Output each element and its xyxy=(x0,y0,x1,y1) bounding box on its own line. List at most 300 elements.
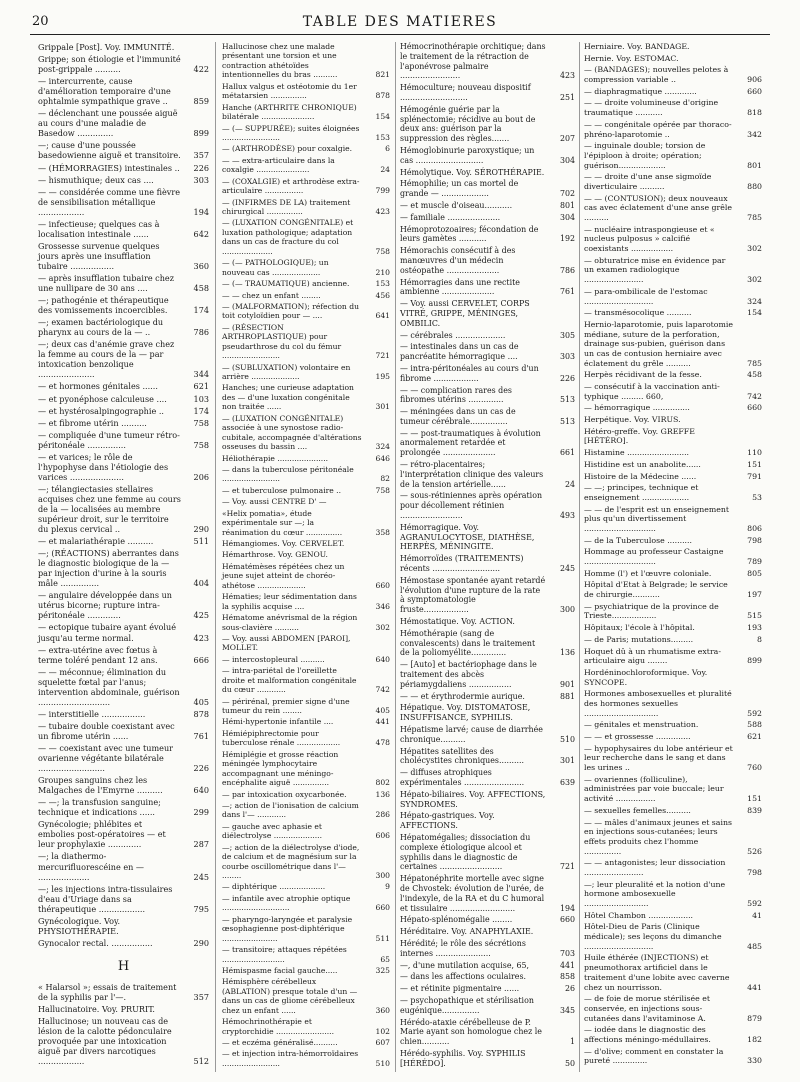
entry-text: — (HÉMORRAGIES) intestinales .. xyxy=(38,162,180,173)
entry-page: 761 xyxy=(193,730,209,741)
entry-text: — de foie de morue stérilisée et conservée, en injections sous-cutanées dans l'avitaminose A. xyxy=(584,994,710,1023)
entry-text: Hémisphère cérébelleux (ABLATION) presque totale d'un — dans un cas de gliome cérébelleux chez un enfant ...... xyxy=(222,977,358,1015)
index-entry xyxy=(222,156,390,175)
index-entry xyxy=(584,668,762,687)
entry-page: 786 xyxy=(559,265,575,275)
entry-page: 758 xyxy=(193,417,209,428)
entry-text: Grippale [Post]. Voy. IMMUNITÉ. xyxy=(38,42,175,52)
entry-text: — — post-traumatiques à évolution anormalement retardée et prolongée ..................... xyxy=(400,428,541,458)
entry-text: Gynocalor rectal. ................ xyxy=(38,937,153,948)
entry-page: 287 xyxy=(193,839,209,850)
column-divider xyxy=(395,42,396,1072)
entry-page: 24 xyxy=(380,165,390,175)
entry-text: — après insufflation tubaire chez une nullipare de 30 ans .... xyxy=(38,272,174,294)
entry-page: 761 xyxy=(559,287,575,297)
index-entry xyxy=(584,320,762,368)
entry-text: —, d'une mutilation acquise, 65, xyxy=(400,960,530,970)
index-entry xyxy=(584,483,762,502)
index-entry xyxy=(400,660,575,689)
entry-text: Hallucinose; un nouveau cas de lésion de la calotte pédonculaire provoquée par une intoxication aiguë par divers narcotiques .................. xyxy=(38,1016,172,1067)
index-entry xyxy=(584,505,762,534)
index-entry xyxy=(222,414,390,452)
entry-text: Grossesse survenue quelques jours après une insufflation tubaire ................. xyxy=(38,240,160,271)
entry-text: — sous-rétiniennes après opération pour décollement rétinien ......................... xyxy=(400,491,543,521)
entry-text: — (LUXATION CONGÉNITALE) associée à une synostose radio-cubitale, accompagnée d'altérations osseuses du bassin .... xyxy=(222,413,362,452)
entry-text: Hématome anévrismal de la région sous-clavière .......... xyxy=(222,613,358,632)
entry-text: Hérédo-ataxie cérébelleuse de P. Marie ayant son homologue chez le chien........... xyxy=(400,1017,542,1047)
index-entry xyxy=(222,977,390,1015)
index-entry xyxy=(38,452,209,482)
entry-page: 207 xyxy=(559,134,575,144)
index-entry xyxy=(222,82,390,101)
entry-page: 660 xyxy=(747,403,762,413)
entry-text: Hémorragies dans une rectite ambienne ..................... xyxy=(400,277,520,297)
entry-text: Hémiépiphrectomie pour tuberculose rénale .................. xyxy=(222,728,341,748)
entry-page: 878 xyxy=(193,708,209,719)
index-entry xyxy=(222,550,390,559)
entry-text: — angulaire développée dans un utérus bicorne; rupture intra-péritonéale ............. xyxy=(38,590,173,621)
entry-text: Herpès récidivant de la fesse. xyxy=(584,370,702,380)
entry-text: — Voy. aussi CENTRE D' — xyxy=(222,497,327,507)
index-entry xyxy=(38,317,209,337)
entry-page: 485 xyxy=(747,941,762,951)
entry-page: 251 xyxy=(559,92,575,102)
entry-text: Hémorachis consécutif à des manœuvres d'un médecin ostéopathe ..................... xyxy=(400,246,516,275)
entry-text: — et pyonéphose calculeuse .... xyxy=(38,393,167,404)
index-entry xyxy=(400,703,575,723)
entry-page: 786 xyxy=(193,327,209,338)
index-entry xyxy=(400,146,575,166)
entry-text: Hommage au professeur Castaigne ............................. xyxy=(584,547,724,566)
entry-page: 621 xyxy=(747,732,762,741)
index-entry xyxy=(38,884,209,914)
entry-page: 153 xyxy=(375,279,390,289)
entry-page: 785 xyxy=(747,213,762,222)
entry-text: — — droite d'une anse sigmoïde diverticulaire .......... xyxy=(584,172,712,191)
entry-page: 304 xyxy=(559,212,575,222)
index-entry xyxy=(222,198,390,217)
entry-text: — — coexistant avec une tumeur ovarienne végétante bilatérale .......................... xyxy=(38,743,174,774)
index-entry xyxy=(38,709,209,719)
index-entry xyxy=(222,894,390,913)
index-entry xyxy=(222,945,390,964)
entry-page: 441 xyxy=(375,717,390,727)
entry-text: — par intoxication oxycarbonée. xyxy=(222,789,347,799)
index-entry xyxy=(584,569,762,579)
entry-text: — — antagonistes; leur dissociation ........................ xyxy=(584,858,726,877)
entry-page: 290 xyxy=(193,937,209,948)
entry-page: 182 xyxy=(747,1034,762,1044)
entry-text: Hallucinatoire. Voy. PRURIT. xyxy=(38,1004,156,1015)
entry-page: 324 xyxy=(375,442,390,452)
entry-page: 621 xyxy=(193,381,209,392)
index-entry xyxy=(222,750,390,788)
entry-page: 404 xyxy=(193,578,209,589)
entry-text: Hanche (ARTHRITE CHRONIQUE) bilatérale ...................... xyxy=(222,102,357,122)
entry-page: 441 xyxy=(747,982,762,992)
entry-page: 405 xyxy=(193,696,209,707)
entry-page: 302 xyxy=(747,244,762,254)
index-entry xyxy=(222,258,390,277)
entry-page: 642 xyxy=(193,228,209,239)
index-entry xyxy=(584,994,762,1023)
entry-text: — obturatrice mise en évidence par un examen radiologique ........................ xyxy=(584,255,726,285)
index-entry xyxy=(222,655,390,664)
entry-text: — transitoire; attaques répétées .......................... xyxy=(222,945,347,964)
entry-text: — — considérée comme une fièvre de sensibilisation métallique .................. xyxy=(38,186,181,217)
index-entry xyxy=(400,617,575,627)
entry-page: 65 xyxy=(380,954,390,964)
index-entry xyxy=(222,302,390,321)
index-entry xyxy=(584,54,762,64)
entry-page: 210 xyxy=(375,267,390,277)
index-entry xyxy=(400,213,575,223)
entry-text: — et malariathérapie .......... xyxy=(38,536,154,547)
entry-page: 102 xyxy=(375,1026,390,1036)
entry-page: 192 xyxy=(559,234,575,244)
entry-text: — (LUXATION CONGÉNITALE) et luxation pathologique; adaptation dans un cas de fracture du col ..................... xyxy=(222,218,354,256)
entry-text: — de Paris; mutations......... xyxy=(584,634,694,644)
index-entry xyxy=(38,430,209,450)
index-entry xyxy=(222,697,390,716)
index-entry xyxy=(38,295,209,315)
entry-text: — hismuthique; deux cas .... xyxy=(38,174,154,185)
entry-text: — hypophysaires du lobe antérieur et leur recherche dans le sang et dans les urines .. xyxy=(584,743,733,773)
index-entry xyxy=(38,1004,209,1014)
entry-text: — Voy. aussi CERVELET, CORPS VITRÉ, GRIPPE, MÉNINGES, OMBILIC. xyxy=(400,299,530,328)
index-entry xyxy=(584,460,762,470)
entry-page: 760 xyxy=(747,763,762,773)
index-entry xyxy=(584,858,762,877)
index-entry xyxy=(400,939,575,959)
index-entry xyxy=(400,278,575,298)
entry-text: Hépato-splénomégalie ........ xyxy=(400,915,513,925)
entry-text: — diphtérique ................... xyxy=(222,882,326,892)
entry-page: 1 xyxy=(569,1037,575,1047)
index-entry xyxy=(584,547,762,566)
entry-text: — — extra-articulaire dans la coxalgie ...................... xyxy=(222,155,335,175)
entry-page: 405 xyxy=(375,706,390,715)
index-entry xyxy=(222,915,390,943)
entry-text: Hémoglobinurie paroxystique; un cas ........................... xyxy=(400,145,535,165)
entry-text: — dans la tuberculose péritonéale ........................ xyxy=(222,464,354,484)
page-number: 20 xyxy=(32,14,49,29)
entry-text: — génitales et menstruation. xyxy=(584,720,699,730)
entry-text: Hématies; leur sédimentation dans la syphilis acquise .... xyxy=(222,592,357,611)
index-entry xyxy=(584,403,762,413)
entry-text: Héréditaire. Voy. ANAPHYLAXIE. xyxy=(400,927,534,937)
entry-page: 441 xyxy=(559,960,575,970)
index-entry xyxy=(400,460,575,489)
entry-text: — (ARTHRODÈSE) pour coxalgie. xyxy=(222,144,353,154)
entry-text: Groupes sanguins chez les Malgaches de l'Emyrne .......... xyxy=(38,775,163,796)
entry-page: 801 xyxy=(559,200,575,210)
entry-text: « Halarsol »; essais de traitement de la syphilis par l'—. xyxy=(38,981,177,1002)
index-entry xyxy=(400,407,575,427)
entry-text: Hémangiomes. Voy. CERVELET. xyxy=(222,539,345,548)
entry-page: 805 xyxy=(747,568,762,578)
entry-page: 423 xyxy=(375,207,390,216)
entry-text: Hôtel-Dieu de Paris (Clinique médicale); ses leçons du dimanche ............................ xyxy=(584,922,722,951)
entry-page: 26 xyxy=(564,984,575,994)
entry-page: 795 xyxy=(193,903,209,914)
entry-text: «Helix pomatia», étude expérimentale sur —; la réanimation du cœur ............... xyxy=(222,508,343,537)
entry-text: Hérédité; le rôle des sécrétions internes ...................... xyxy=(400,938,526,958)
index-entry xyxy=(38,76,209,106)
entry-page: 358 xyxy=(375,527,390,537)
index-entry xyxy=(584,448,762,458)
entry-page: 41 xyxy=(752,910,762,920)
entry-page: 478 xyxy=(375,738,390,748)
index-entry xyxy=(584,775,762,804)
entry-page: 110 xyxy=(747,448,762,458)
entry-text: — inguinale double; torsion de l'épiploon à droite; opération; guérison................... xyxy=(584,141,706,170)
section-letter: H xyxy=(117,958,130,974)
index-entry xyxy=(38,548,209,588)
entry-text: Hallucinose chez une malade présentant une torsion et une contraction athétoïdes intentionnelles du bras .......... xyxy=(222,42,338,80)
entry-page: 136 xyxy=(375,789,390,799)
entry-page: 702 xyxy=(559,189,575,199)
index-entry xyxy=(584,647,762,666)
entry-text: — — congénitale opérée par thoraco-phréno-laparotomie .. xyxy=(584,119,732,139)
entry-text: Hémoculture; nouveau dispositif ........................... xyxy=(400,83,531,102)
index-entry xyxy=(400,429,575,458)
entry-text: — et varices; le rôle de l'hypophyse dans l'étiologie des varices ..................... xyxy=(38,451,169,482)
entry-page: 640 xyxy=(375,654,390,664)
entry-text: — et hystérosalpingographie .. xyxy=(38,405,164,416)
index-entry xyxy=(38,743,209,773)
index-entry xyxy=(400,961,575,971)
index-entry xyxy=(222,966,390,975)
index-entry xyxy=(400,576,575,615)
entry-page: 721 xyxy=(375,351,390,361)
index-entry xyxy=(38,484,209,534)
entry-page: 639 xyxy=(559,777,575,787)
entry-page: 592 xyxy=(747,708,762,718)
entry-page: 742 xyxy=(747,391,762,401)
entry-text: — (— TRAUMATIQUE) ancienne. xyxy=(222,279,350,289)
index-entry xyxy=(400,201,575,211)
index-entry xyxy=(400,747,575,767)
index-entry xyxy=(400,331,575,341)
entry-page: 879 xyxy=(747,1013,762,1023)
entry-page: 513 xyxy=(559,395,575,405)
entry-page: 324 xyxy=(747,296,762,306)
entry-text: Hémi-hypertonie infantile .... xyxy=(222,717,334,727)
entry-page: 302 xyxy=(747,275,762,285)
entry-text: Hôtel Chambon .................. xyxy=(584,910,694,920)
index-entry xyxy=(38,175,209,185)
entry-text: — extra-utérine avec fœtus à terme toléré pendant 12 ans. xyxy=(38,644,158,665)
entry-text: — pharyngo-laryngée et paralysie œsophagienne post-diphtérique ....................... xyxy=(222,914,353,943)
entry-page: 245 xyxy=(559,564,575,574)
index-column-1 xyxy=(38,42,209,1068)
index-entry xyxy=(400,168,575,178)
index-entry xyxy=(38,187,209,217)
index-entry xyxy=(584,87,762,97)
index-entry xyxy=(222,729,390,748)
index-entry xyxy=(584,880,762,909)
entry-text: Hétéro-greffe. Voy. GREFFE [HÉTÉRO]. xyxy=(584,426,695,446)
entry-page: 50 xyxy=(564,1058,575,1068)
entry-text: — ovariennes (folliculine), administrées par voie buccale; leur activité ................ xyxy=(584,774,724,804)
entry-text: — et rétinite pigmentaire ...... xyxy=(400,984,520,994)
index-entry xyxy=(222,509,390,537)
entry-text: — (BANDAGES); nouvelles pelotes à compression variable .. xyxy=(584,65,729,85)
entry-text: — sexuelles femelles.......... xyxy=(584,805,691,815)
entry-page: 510 xyxy=(375,1058,390,1068)
entry-page: 423 xyxy=(559,71,575,81)
entry-text: — — et érythrodermie aurique. xyxy=(400,691,525,701)
entry-page: 456 xyxy=(375,290,390,300)
index-column-4 xyxy=(584,42,762,1068)
entry-text: — [Auto] et bactériophage dans le traitement des abcès périamygdaliens ................. xyxy=(400,660,537,689)
entry-page: 290 xyxy=(193,524,209,535)
entry-text: Hanches; une curieuse adaptation des — d'une luxation congénitale non traitée ...... xyxy=(222,383,354,412)
index-column-2 xyxy=(222,42,390,1070)
entry-page: 646 xyxy=(375,453,390,463)
entry-text: — Voy. aussi ABDOMEN [PAROI], MOLLET. xyxy=(222,633,351,653)
index-entry xyxy=(38,381,209,391)
index-entry xyxy=(222,363,390,382)
index-entry xyxy=(222,497,390,506)
entry-page: 660 xyxy=(747,86,762,96)
entry-text: Histamine ......................... xyxy=(584,448,690,458)
index-entry xyxy=(584,172,762,191)
entry-text: Hépatisme larvé; cause de diarrhée chronique.......... xyxy=(400,725,543,744)
entry-page: 458 xyxy=(747,370,762,380)
entry-text: — iodée dans le diagnostic des affections méningo-médullaires. xyxy=(584,1025,711,1044)
index-entry xyxy=(400,342,575,362)
index-entry xyxy=(222,1049,390,1068)
entry-text: Hémocrinothérapie orchitique; dans le traitement de la rétraction de l'aponévrose palmaire ........................ xyxy=(400,42,546,81)
column-divider xyxy=(215,42,216,1072)
entry-page: 660 xyxy=(559,915,575,925)
entry-page: 344 xyxy=(193,369,209,380)
index-entry xyxy=(38,273,209,293)
entry-page: 286 xyxy=(375,810,390,820)
entry-page: 8 xyxy=(757,634,762,644)
entry-page: 801 xyxy=(747,160,762,170)
index-entry xyxy=(222,323,390,361)
entry-page: 906 xyxy=(747,75,762,85)
index-entry xyxy=(400,42,575,81)
index-entry xyxy=(222,592,390,611)
entry-page: 513 xyxy=(559,416,575,426)
entry-page: 526 xyxy=(747,846,762,856)
entry-text: Hémiplégie et grosse réaction méningée lymphocytaire accompagnant une méningo-encéphalite aiguë ............... xyxy=(222,749,339,788)
entry-page: 758 xyxy=(375,485,390,495)
entry-page: 880 xyxy=(747,181,762,191)
index-entry xyxy=(222,279,390,288)
entry-text: Hémostase spontanée ayant retardé l'évolution d'une rupture de la rate à symptomatologie fruste.................. xyxy=(400,575,546,615)
entry-text: Hémothérapie (sang de convalescents) dans le traitement de la poliomyélite.............. xyxy=(400,628,536,658)
entry-text: — para-ombilicale de l'estomac ............................ xyxy=(584,286,708,306)
entry-text: — (— SUPPURÉE); suites éloignées ........................ xyxy=(222,123,360,142)
entry-text: — — droite volumineuse d'origine traumatique ........... xyxy=(584,98,719,118)
index-column-3 xyxy=(400,42,575,1071)
entry-text: Hémogénie guérie par la splénectomie; récidive au bout de deux ans: guérison par la suppression des règles....... xyxy=(400,104,536,144)
entry-page: 325 xyxy=(375,965,390,975)
entry-text: — intercostopleural .......... xyxy=(222,654,325,664)
entry-text: — (MALFORMATION); réfection du toit cotyloïdien pour — .... xyxy=(222,301,359,321)
entry-text: — cérébrales .................... xyxy=(400,330,506,340)
index-entry xyxy=(584,427,762,446)
index-entry xyxy=(400,768,575,788)
entry-text: Hépatomégalies; dissociation du complexe étiologique alcool et syphilis dans le diagnostic de certaines ......................... xyxy=(400,832,531,872)
entry-text: — diffuses atrophiques expérimentales ........................ xyxy=(400,768,525,787)
entry-page: 878 xyxy=(375,91,390,101)
entry-page: 859 xyxy=(193,96,209,107)
index-entry xyxy=(222,124,390,143)
entry-text: Hépatites satellites des cholécystites chroniques.......... xyxy=(400,746,525,766)
entry-page: 301 xyxy=(559,756,575,766)
index-entry xyxy=(38,42,209,52)
entry-page: 299 xyxy=(193,807,209,818)
entry-page: 821 xyxy=(375,70,390,80)
entry-page: 154 xyxy=(747,308,762,318)
index-entry xyxy=(584,1047,762,1066)
entry-page: 345 xyxy=(559,1005,575,1015)
index-entry xyxy=(584,194,762,223)
entry-page: 304 xyxy=(559,155,575,165)
entry-page: 360 xyxy=(375,1005,390,1015)
column-divider xyxy=(579,42,580,1072)
index-entry xyxy=(400,364,575,384)
entry-text: — et eczéma généralisé.......... xyxy=(222,1038,338,1047)
index-entry xyxy=(584,42,762,52)
entry-page: 6 xyxy=(385,144,390,154)
index-entry xyxy=(584,472,762,482)
index-entry xyxy=(38,140,209,160)
entry-text: — méningées dans un cas de tumeur cérébrale............... xyxy=(400,407,516,426)
entry-page: 721 xyxy=(559,862,575,872)
entry-page: 791 xyxy=(747,471,762,481)
entry-page: 206 xyxy=(193,471,209,482)
index-entry xyxy=(38,819,209,849)
page-title: TABLE DES MATIERES xyxy=(302,14,498,30)
index-entry xyxy=(400,299,575,328)
index-entry xyxy=(584,732,762,742)
entry-text: — nucléaire intraspongieuse et « nucleus pulposus » calcifié coexistants ................. xyxy=(584,224,715,254)
entry-page: 425 xyxy=(193,610,209,621)
entry-text: — de la Tuberculose .......... xyxy=(584,535,692,545)
index-entry xyxy=(584,120,762,139)
entry-page: 641 xyxy=(375,311,390,321)
entry-text: Hémispasme facial gauche..... xyxy=(222,965,338,975)
entry-text: Hépatonéphrite mortelle avec signe de Chvostek: évolution de l'urée, de l'indexyle, de la RA et du C humoral et tissulaire .......................... xyxy=(400,874,545,913)
entry-text: — déclenchant une poussée aiguë au cours d'une maladie de Basedow .............. xyxy=(38,108,178,139)
entry-page: 512 xyxy=(193,1056,209,1067)
entry-text: Hallux valgus et ostéotomie du 1er métatarsien ............... xyxy=(222,81,357,101)
entry-text: Hérédo-syphilis. Voy. SYPHILIS [HÉRÉDO]. xyxy=(400,1048,526,1068)
index-entry xyxy=(400,874,575,913)
entry-text: — familiale ..................... xyxy=(400,212,501,222)
index-entry xyxy=(400,996,575,1016)
index-entry xyxy=(38,339,209,379)
entry-page: 300 xyxy=(375,871,390,880)
index-entry xyxy=(38,1016,209,1066)
entry-page: 346 xyxy=(375,601,390,611)
index-entry xyxy=(400,915,575,925)
index-entry xyxy=(38,219,209,239)
index-entry xyxy=(38,418,209,428)
entry-page: 53 xyxy=(752,492,762,502)
index-entry xyxy=(38,241,209,271)
index-entry xyxy=(584,98,762,117)
index-entry xyxy=(222,454,390,463)
index-entry xyxy=(400,790,575,810)
